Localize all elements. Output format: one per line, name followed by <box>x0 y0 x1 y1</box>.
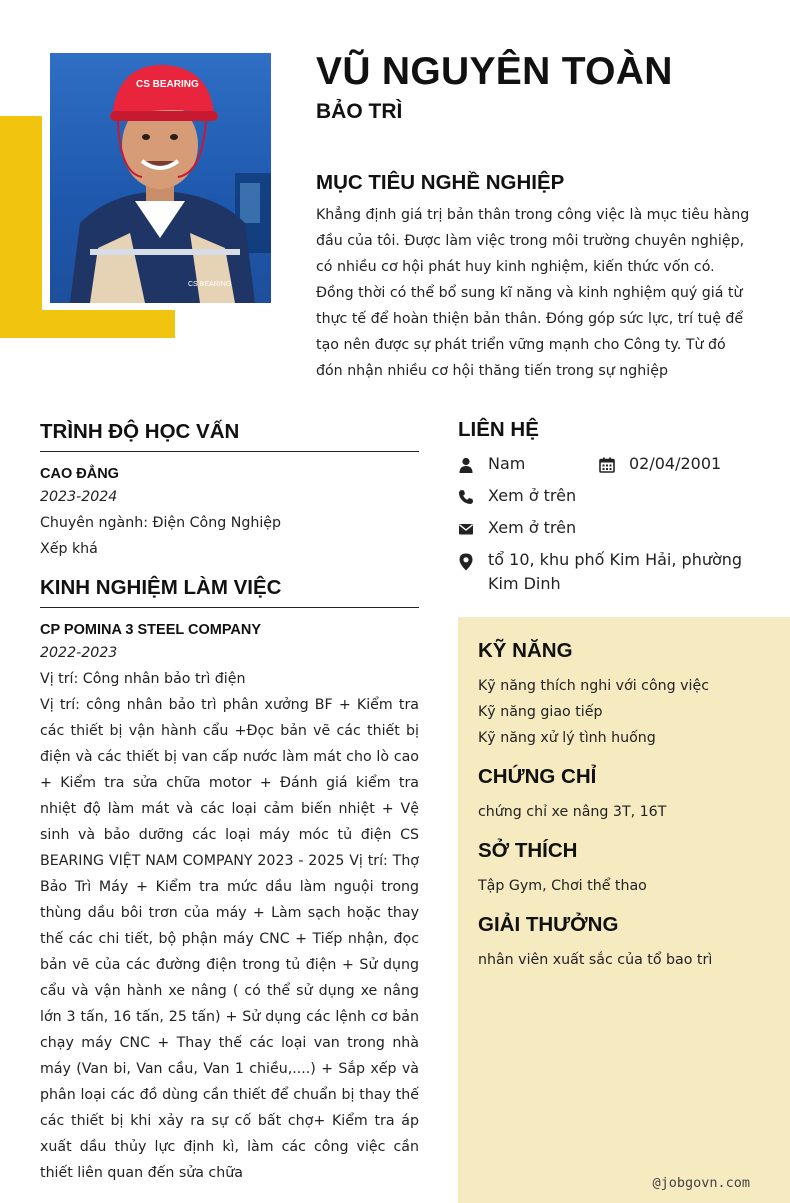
awards-text: nhân viên xuất sắc của tổ bao trì <box>478 952 713 968</box>
location-pin-icon <box>458 553 474 571</box>
contact-row-phone <box>458 484 758 516</box>
contact-row-email <box>458 516 758 548</box>
certificate-item: chứng chỉ xe nâng 3T, 16T <box>478 804 667 820</box>
side-panel-content <box>478 639 773 987</box>
left-column <box>40 420 419 1186</box>
watermark: @jobgovn.com <box>652 1175 750 1191</box>
helmet-logo: CS BEARING <box>136 79 199 90</box>
job-position: BẢO TRÌ <box>316 100 403 123</box>
person-icon <box>458 457 474 473</box>
education-grade: Xếp khá <box>40 541 98 557</box>
profile-photo <box>50 53 271 303</box>
yellow-accent-horizontal <box>0 310 175 338</box>
contact-phone: Xem ở trên <box>488 486 577 505</box>
contact-heading: LIÊN HỆ <box>458 418 539 441</box>
education-section <box>40 420 419 562</box>
experience-section <box>40 576 419 1186</box>
contact-gender: Nam <box>488 454 526 473</box>
experience-heading: KINH NGHIỆM LÀM VIỆC <box>40 576 282 599</box>
skill-item: Kỹ năng thích nghi với công việc <box>478 678 710 694</box>
skills-section <box>478 639 773 751</box>
contact-section <box>458 418 758 596</box>
contact-row-address <box>458 548 758 596</box>
awards-section <box>478 913 773 973</box>
awards-heading: GIẢI THƯỞNG <box>478 913 619 936</box>
education-heading: TRÌNH ĐỘ HỌC VẤN <box>40 420 240 443</box>
certificates-section <box>478 765 773 825</box>
objective-heading: MỤC TIÊU NGHỀ NGHIỆP <box>316 171 565 194</box>
skills-heading: KỸ NĂNG <box>478 639 573 662</box>
education-school: CAO ĐẲNG <box>40 466 119 482</box>
experience-role: Vị trí: Công nhân bảo trì điện <box>40 671 246 687</box>
contact-email: Xem ở trên <box>488 518 577 537</box>
shirt-logo: CS BEARING <box>188 281 232 288</box>
education-major: Chuyên ngành: Điện Công Nghiệp <box>40 515 282 531</box>
contact-row-gender-birthday <box>458 452 758 484</box>
skill-item: Kỹ năng xử lý tình huống <box>478 730 656 746</box>
skill-item: Kỹ năng giao tiếp <box>478 704 603 720</box>
hobbies-section <box>478 839 773 899</box>
hobbies-heading: SỞ THÍCH <box>478 839 578 862</box>
experience-description: Vị trí: công nhân bảo trì phân xưởng BF + Kiểm tra các thiết bị vận hành cẩu +Đọc bản vẽ các thiết bị điện và các thiết bị van cấp nước làm mát cho lò cao + Kiểm tra sửa chữa motor + Đánh giá kiểm tra nhiệt độ làm mát và các loại cảm biến nhiệt + Vệ sinh và bảo dưỡng các loại máy móc tủ điện CS BEARING VIỆT NAM COMPANY 2023 - 2025 Vị trí: Thợ Bảo Trì Máy + Kiểm tra mức dầu làm nguội trong thùng dầu bôi trơn của máy + Làm sạch hoặc thay thế các chi tiết, bộ phận máy CNC + Tiếp nhận, đọc bản vẽ của các đường điện trong tủ điện + Sử dụng cẩu và vận hành xe nâng ( có thể sử dụng xe nâng lớn 3 tấn, 16 tấn, 25 tấn) + Sử dụng các lệnh cơ bản chạy máy CNC + Thay thế các loại van trong nhà máy (Van bi, Van cầu, Van 1 chiều,....) + Sắp xếp và phân loại các đồ dùng cần thiết để chuẩn bị thay thế các thiết bị khi xảy ra sự cố bất chợ+ Kiểm tra áp xuất dầu thủy lực định kì, làm các công việc cần thiết liên quan đến sửa chữa <box>40 697 419 1181</box>
education-heading-rule <box>40 420 419 452</box>
contact-address: tổ 10, khu phố Kim Hải, phường Kim Dinh <box>488 550 743 593</box>
calendar-icon <box>599 457 615 473</box>
yellow-accent-vertical <box>0 116 42 338</box>
experience-company: CP POMINA 3 STEEL COMPANY <box>40 622 262 638</box>
phone-icon <box>458 489 474 505</box>
experience-heading-rule <box>40 576 419 608</box>
hobbies-text: Tập Gym, Chơi thể thao <box>478 878 647 894</box>
mail-icon <box>458 521 474 537</box>
profile-photo-illustration <box>50 53 271 303</box>
side-panel <box>458 617 790 1203</box>
experience-period: 2022-2023 <box>40 645 118 661</box>
contact-birthday: 02/04/2001 <box>629 454 722 473</box>
education-period: 2023-2024 <box>40 489 118 505</box>
objective-text: Khẳng định giá trị bản thân trong công việc là mục tiêu hàng đầu của tôi. Được làm việc trong môi trường chuyên nghiệp, có nhiều cơ hội phát huy kinh nghiệm, kiến thức vốn có. Đồng thời có thể bổ sung kĩ năng và kinh nghiệm quý giá từ thực tế để hoàn thiện bản thân. Đóng góp sức lực, trí tuệ để tạo nên được sự phát triển vững mạnh cho Công ty. Từ đó đón nhận nhiều cơ hội thăng tiến trong sự nghiệp <box>316 207 750 379</box>
candidate-name: VŨ NGUYÊN TOÀN <box>316 50 673 93</box>
certificates-heading: CHỨNG CHỈ <box>478 765 597 788</box>
